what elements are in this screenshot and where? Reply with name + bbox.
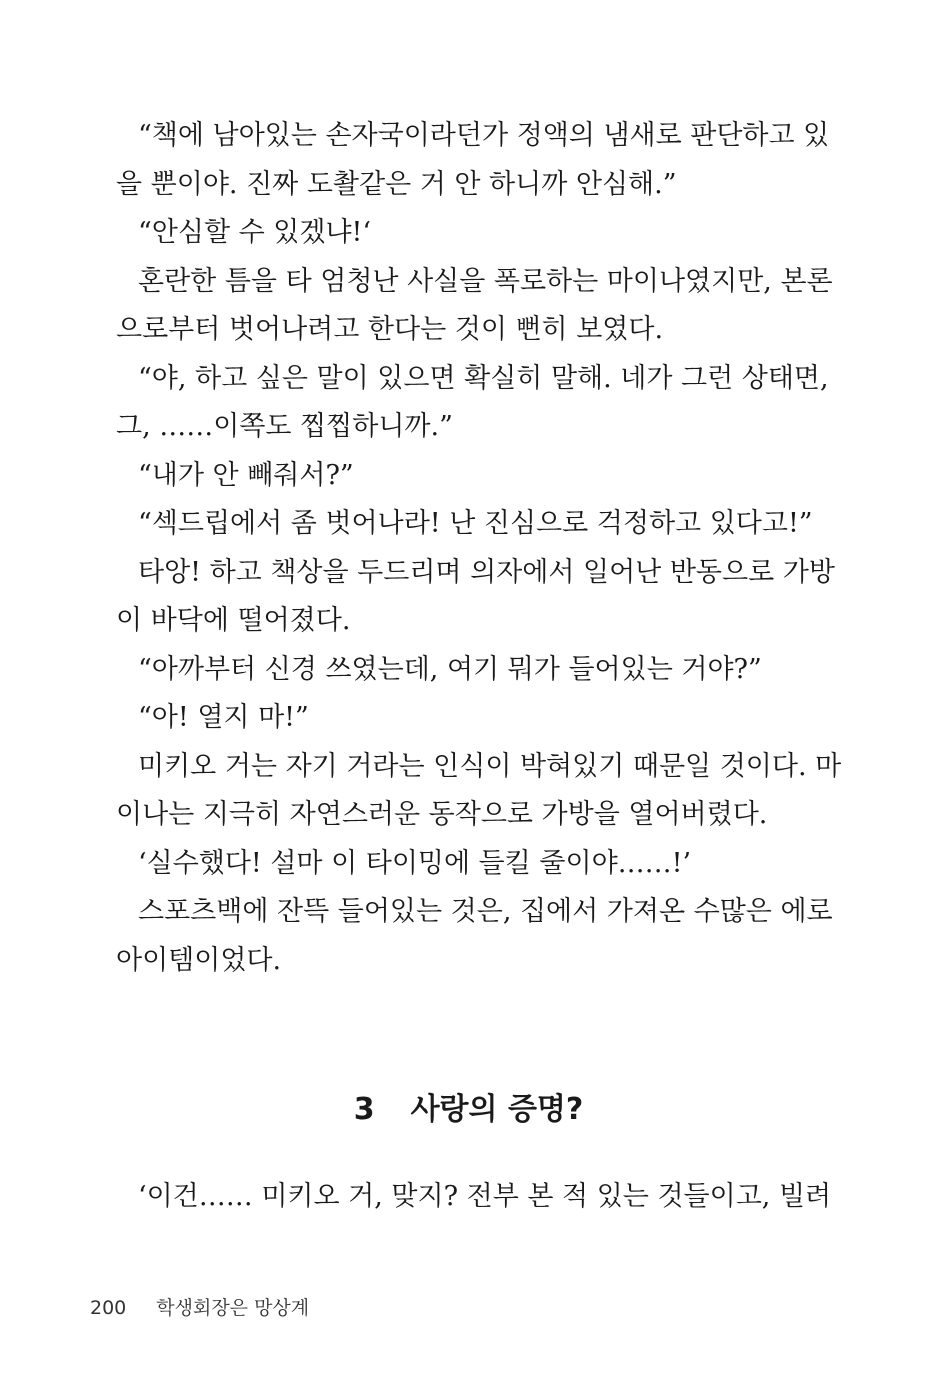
text-line: 스포츠백에 잔뜩 들어있는 것은, 집에서 가져온 수많은 에로 — [138, 896, 833, 927]
text-line: 미키오 거는 자기 거라는 인식이 박혀있기 때문일 것이다. 마 — [138, 750, 842, 782]
running-title: 학생회장은 망상계 — [156, 1297, 310, 1319]
page-footer — [90, 1293, 309, 1320]
section-number: 3 — [353, 1092, 375, 1127]
text-line: ‘실수했다! 설마 이 타이밍에 들킬 줄이야……!’ — [138, 847, 692, 879]
body-text — [116, 112, 842, 985]
text-line: 그, ……이쪽도 찝찝하니까.” — [116, 411, 453, 442]
text-line: “야, 하고 싶은 말이 있으면 확실히 말해. 네가 그런 상태면, — [138, 362, 829, 394]
section-title: 사랑의 증명? — [410, 1092, 584, 1127]
section-body — [116, 1173, 832, 1222]
text-line: “아까부터 신경 쓰였는데, 여기 뭐가 들어있는 거야?” — [138, 653, 762, 685]
text-line: 혼란한 틈을 타 엄청난 사실을 폭로하는 마이나였지만, 본론 — [138, 265, 833, 297]
page-number: 200 — [90, 1297, 127, 1319]
text-line: 이 바닥에 떨어졌다. — [116, 605, 351, 636]
text-line: 을 뿐이야. 진짜 도촬같은 거 안 하니까 안심해.” — [116, 168, 677, 200]
text-line: “책에 남아있는 손자국이라던가 정액의 냄새로 판단하고 있 — [138, 120, 830, 151]
text-line: ‘이건…… 미키오 거, 맞지? 전부 본 적 있는 것들이고, 빌려 — [138, 1181, 832, 1212]
section-heading — [0, 1088, 937, 1132]
text-line: “내가 안 빼줘서?” — [138, 459, 354, 491]
text-line: 아이템이었다. — [116, 944, 282, 976]
text-line: “안심할 수 있겠냐!‘ — [138, 217, 371, 248]
text-line: 으로부터 벗어나려고 한다는 것이 뻔히 보였다. — [116, 314, 664, 345]
text-line: “아! 열지 마!” — [138, 702, 309, 733]
text-line: 타앙! 하고 책상을 두드리며 의자에서 일어난 반동으로 가방 — [138, 556, 835, 588]
text-line: 이나는 지극히 자연스러운 동작으로 가방을 열어버렸다. — [116, 799, 768, 830]
text-line: “섹드립에서 좀 벗어나라! 난 진심으로 걱정하고 있다고!” — [138, 508, 813, 539]
